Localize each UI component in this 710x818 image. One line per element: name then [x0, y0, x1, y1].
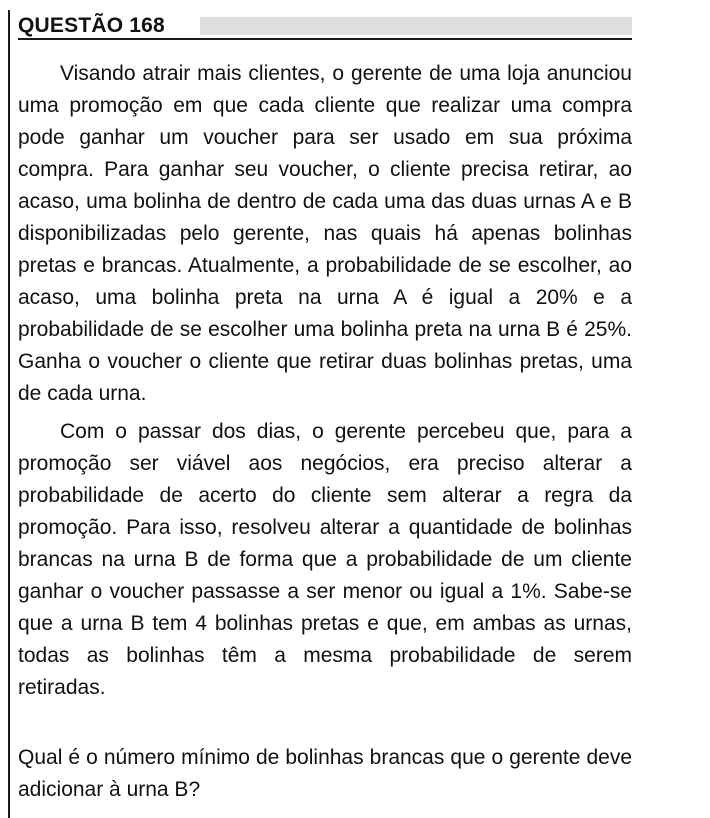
paragraph-1: Visando atrair mais clientes, o gerente de uma loja anunciou uma promoção em que cada cliente que realizar uma compra pode ganhar um voucher para ser usado em sua próxima compra. Para ganhar seu voucher, o cliente precisa retirar, ao acaso, uma bolinha de dentro de cada uma das duas urnas A e B disponibilizadas pelo gerente, nas quais há apenas bolinhas pretas e brancas. Atualmente, a probabilidade de se escolher, ao acaso, uma bolinha preta na urna A é igual a 20% e a probabilidade de se escolher uma bolinha preta na urna B é 25%. Ganha o voucher o cliente que retirar duas bolinhas pretas, uma de cada urna.: [18, 62, 632, 405]
left-border-rule: [8, 10, 10, 818]
question-header: [18, 12, 632, 42]
question-prompt: Qual é o número mínimo de bolinhas brancas que o gerente deve adicionar à urna B?: [18, 746, 632, 801]
paragraph-2: Com o passar dos dias, o gerente percebeu que, para a promoção ser viável aos negócios, era preciso alterar a probabilidade de acerto do cliente sem alterar a regra da promoção. Para isso, resolveu alterar a quantidade de bolinhas brancas na urna B de forma que a probabilidade de um cliente ganhar o voucher passasse a ser menor ou igual a 1%. Sabe-se que a urna B tem 4 bolinhas pretas e que, em ambas as urnas, todas as bolinhas têm a mesma probabilidade de serem retiradas.: [18, 420, 632, 699]
title-shaded-bar: [200, 17, 632, 35]
title-underline: [18, 38, 632, 40]
question-title: QUESTÃO 168: [18, 14, 165, 37]
question-body: [18, 58, 632, 806]
